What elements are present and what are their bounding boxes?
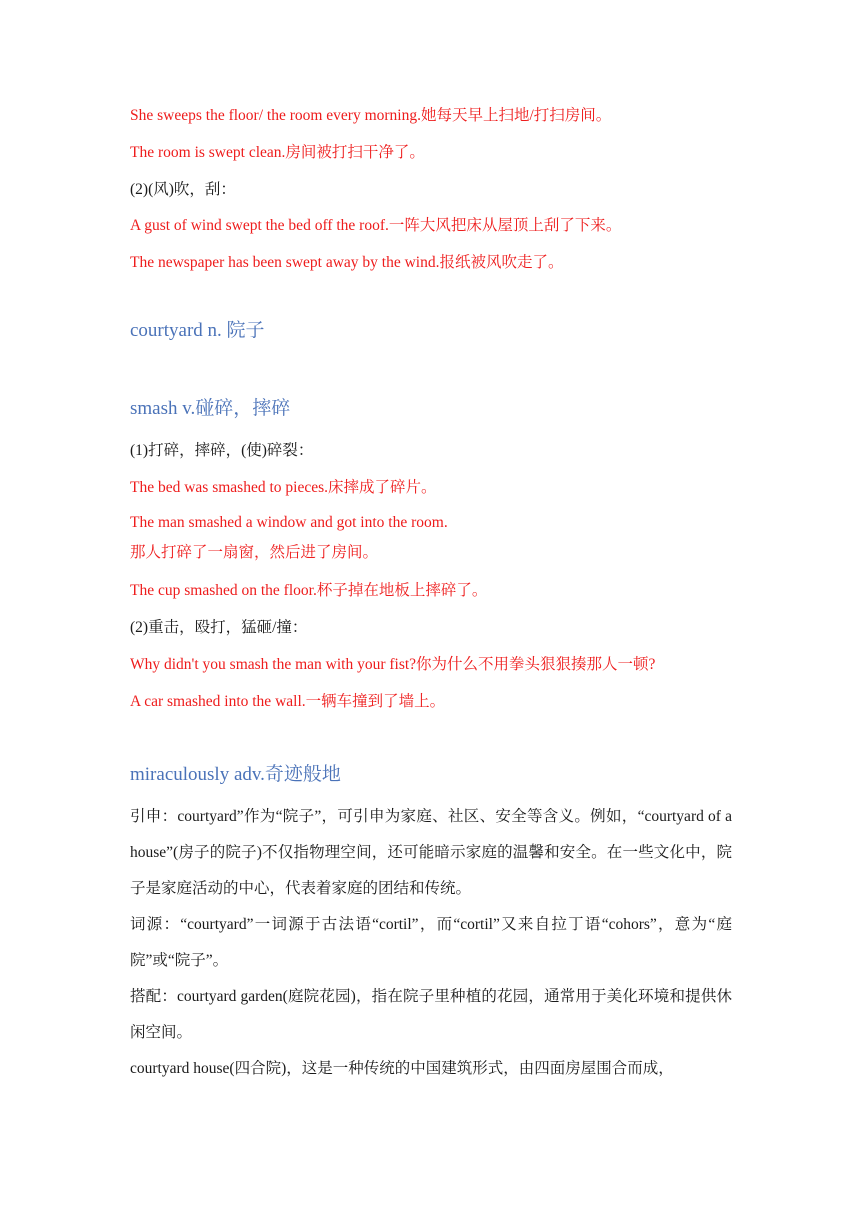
courtyard-house-paragraph: courtyard house(四合院)，这是一种传统的中国建筑形式，由四面房屋围合而成，	[130, 1060, 674, 1077]
smash-sense-2: (2)重击，殴打，猛砸/撞：	[130, 619, 308, 636]
smash-heading: smash v.碰碎，摔碎	[130, 398, 291, 419]
collocation-paragraph: 搭配：courtyard garden(庭院花园)，指在院子里种植的花园，通常用于美化环境和提供休闲空间。	[130, 988, 732, 1041]
smash-example-3: The cup smashed on the floor.杯子掉在地板上摔碎了。	[130, 582, 488, 599]
etymology-paragraph: 词源：“courtyard”一词源于古法语“cortil”，而“cortil”又来自拉丁语“cohors”，意为“庭院”或“院子”。	[130, 916, 732, 969]
smash-example-1: The bed was smashed to pieces.床摔成了碎片。	[130, 479, 437, 496]
sweep-example-2: The room is swept clean.房间被打扫干净了。	[130, 144, 425, 161]
courtyard-heading: courtyard n. 院子	[130, 320, 265, 341]
smash-example-5: A car smashed into the wall.一辆车撞到了墙上。	[130, 693, 446, 710]
smash-sense-1: (1)打碎，摔碎，(使)碎裂：	[130, 442, 314, 459]
sweep-example-4: The newspaper has been swept away by the wind.报纸被风吹走了。	[130, 254, 564, 271]
smash-example-2-zh: 那人打碎了一扇窗，然后进了房间。	[130, 544, 379, 561]
miraculously-heading: miraculously adv.奇迹般地	[130, 764, 341, 785]
sweep-example-1: She sweeps the floor/ the room every morning.她每天早上扫地/打扫房间。	[130, 107, 612, 124]
extension-paragraph: 引申：courtyard”作为“院子”，可引申为家庭、社区、安全等含义。例如，“courtyard of a house”(房子的院子)不仅指物理空间，还可能暗示家庭的温馨和安全。在一些文化中，院子是家庭活动的中心，代表着家庭的团结和传统。	[130, 808, 732, 897]
miraculously-body	[130, 799, 732, 1087]
sweep-sense-2: (2)(风)吹，刮：	[130, 181, 236, 198]
smash-example-2-en: The man smashed a window and got into the room.	[130, 514, 448, 531]
smash-example-4: Why didn't you smash the man with your fist?你为什么不用拳头狠狠揍那人一顿?	[130, 656, 656, 673]
sweep-example-3: A gust of wind swept the bed off the roof.一阵大风把床从屋顶上刮了下来。	[130, 217, 622, 234]
